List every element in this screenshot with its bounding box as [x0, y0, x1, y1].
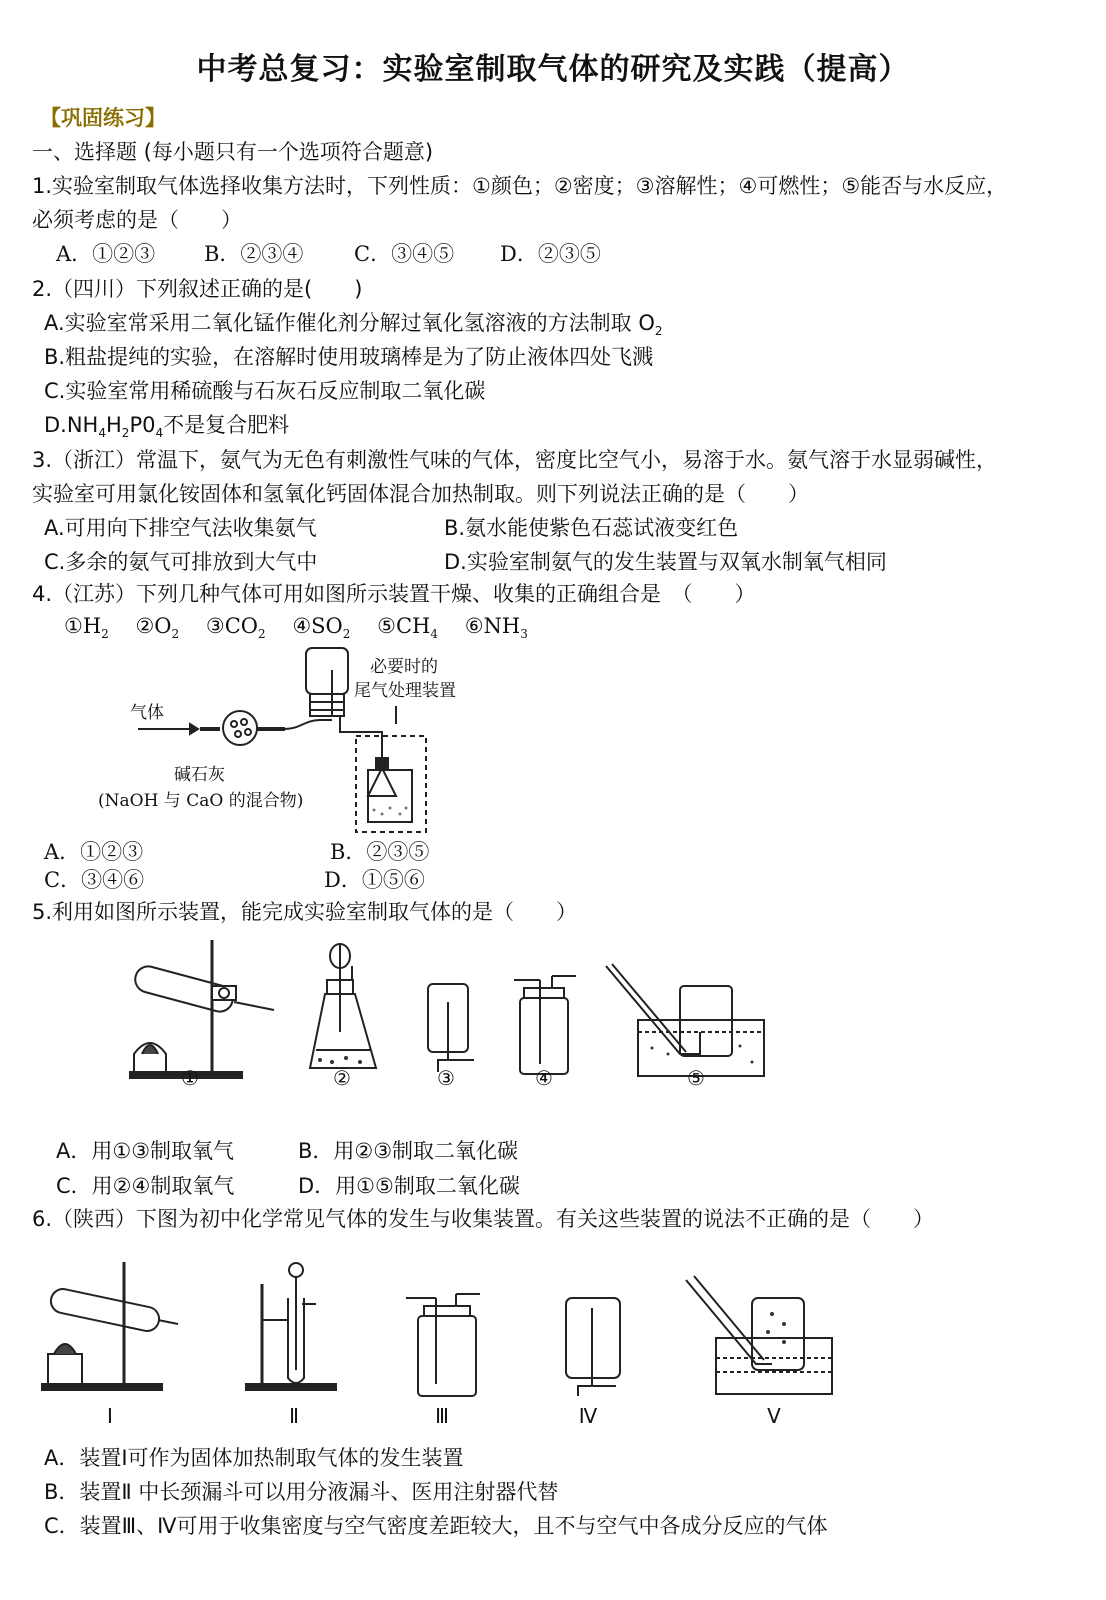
q1-option-a: A．①②③ — [56, 242, 156, 266]
gas-sub: 3 — [520, 627, 528, 642]
q5-caption-1: ① — [181, 1066, 199, 1090]
q2-option-a-sub: 2 — [654, 324, 663, 339]
gas-sub: 4 — [430, 627, 438, 642]
q5-apparatus-figure — [120, 936, 780, 1096]
q1-option-d: D．②③⑤ — [500, 242, 601, 266]
q2-option-c: C.实验室常用稀硫酸与石灰石反应制取二氧化碳 — [44, 379, 486, 403]
q3-stem-line2: 实验室可用氯化铵固体和氢氧化钙固体混合加热制取。则下列说法正确的是（ ） — [32, 482, 809, 506]
page-title: 中考总复习：实验室制取气体的研究及实践（提高） — [196, 52, 910, 87]
gas-so2: ④SO — [292, 614, 343, 638]
gas-o2: ②O — [135, 614, 172, 638]
q6-caption-2: Ⅱ — [289, 1404, 299, 1428]
gas-sub: 2 — [101, 627, 109, 642]
q6-caption-4: Ⅳ — [578, 1404, 598, 1428]
q2-option-a — [44, 309, 663, 345]
q1-stem-line1: 1.实验室制取气体选择收集方法时，下列性质：①颜色；②密度；③溶解性；④可燃性；⑤能否与水反应， — [32, 174, 1008, 198]
gas-sub: 2 — [342, 627, 351, 642]
q2-d-part: 不是复合肥料 — [163, 413, 290, 437]
q5-stem: 5.利用如图所示装置，能完成实验室制取气体的是（ ） — [32, 900, 578, 924]
q6-caption-3: Ⅲ — [435, 1404, 449, 1428]
q3-option-d: D.实验室制氨气的发生装置与双氧水制氧气相同 — [444, 550, 887, 574]
gas-ch4: ⑤CH — [377, 614, 431, 638]
q4-apparatus-figure — [98, 640, 500, 840]
q2-option-b: B.粗盐提纯的实验，在溶解时使用玻璃棒是为了防止液体四处飞溅 — [44, 345, 654, 369]
gas-sub: 2 — [258, 627, 266, 642]
part-heading: 一、选择题 (每小题只有一个选项符合题意) — [32, 140, 434, 164]
q4-option-c: C．③④⑥ — [44, 868, 145, 892]
q3-option-c: C.多余的氨气可排放到大气中 — [44, 550, 318, 574]
q2-d-part: P0 — [129, 413, 156, 437]
q5-option-b: B．用②③制取二氧化碳 — [298, 1139, 519, 1163]
q4-fig-tail-label1: 必要时的 — [370, 657, 438, 677]
q4-option-a: A．①②③ — [44, 840, 144, 864]
q3-option-b: B.氨水能使紫色石蕊试液变红色 — [444, 516, 739, 540]
q5-option-a: A．用①③制取氧气 — [56, 1139, 235, 1163]
q4-option-d: D．①⑤⑥ — [324, 868, 425, 892]
q3-option-a: A.可用向下排空气法收集氨气 — [44, 516, 317, 540]
q5-caption-4: ④ — [535, 1066, 553, 1090]
q5-caption-3: ③ — [437, 1066, 455, 1090]
q1-stem-line2: 必须考虑的是（ ） — [32, 208, 242, 232]
q5-caption-5: ⑤ — [687, 1066, 705, 1090]
q4-fig-mix-label: (NaOH 与 CaO 的混合物) — [98, 791, 304, 811]
q4-stem: 4.（江苏）下列几种气体可用如图所示装置干燥、收集的正确组合是 （ ） — [32, 582, 756, 606]
q4-fig-tail-label2: 尾气处理装置 — [354, 681, 456, 701]
q4-fig-gas-label: 气体 — [130, 703, 164, 723]
q2-d-part: D.NH — [44, 413, 99, 437]
q6-stem: 6.（陕西）下图为初中化学常见气体的发生与收集装置。有关这些装置的说法不正确的是（ ） — [32, 1207, 935, 1231]
q2-stem: 2.（四川）下列叙述正确的是( ) — [32, 277, 363, 301]
q2-d-sub: 4 — [98, 426, 106, 441]
q3-stem-line1: 3.（浙江）常温下，氨气为无色有刺激性气味的气体，密度比空气小，易溶于水。氨气溶于水显弱碱性， — [32, 448, 998, 472]
q4-option-b: B．②③⑤ — [330, 840, 430, 864]
q6-option-c: C．装置Ⅲ、Ⅳ可用于收集密度与空气密度差距较大，且不与空气中各成分反应的气体 — [44, 1514, 828, 1538]
q1-option-b: B．②③④ — [204, 242, 304, 266]
gas-nh3: ⑥NH — [464, 614, 521, 638]
q5-option-c: C．用②④制取氧气 — [56, 1174, 235, 1198]
q4-fig-lime-label: 碱石灰 — [174, 765, 225, 785]
q6-option-a: A．装置Ⅰ可作为固体加热制取气体的发生装置 — [44, 1446, 464, 1470]
q6-option-b: B．装置Ⅱ 中长颈漏斗可以用分液漏斗、医用注射器代替 — [44, 1480, 559, 1504]
q6-caption-5: Ⅴ — [767, 1404, 781, 1428]
q6-caption-1: Ⅰ — [107, 1404, 113, 1428]
q2-option-d — [44, 411, 289, 447]
section-heading: 【巩固练习】 — [40, 106, 166, 130]
gas-sub: 2 — [171, 627, 180, 642]
q1-option-c: C．③④⑤ — [354, 242, 455, 266]
q6-apparatus-figure — [40, 1254, 840, 1434]
q5-option-d: D．用①⑤制取二氧化碳 — [298, 1174, 520, 1198]
q2-d-sub: 2 — [121, 426, 130, 441]
q2-d-sub: 4 — [155, 426, 164, 441]
q2-d-part: H — [106, 413, 122, 437]
q2-option-a-text: A.实验室常采用二氧化锰作催化剂分解过氧化氢溶液的方法制取 O — [44, 311, 655, 335]
q5-caption-2: ② — [333, 1066, 351, 1090]
gas-h2: ①H — [64, 614, 102, 638]
gas-co2: ③CO — [205, 614, 258, 638]
